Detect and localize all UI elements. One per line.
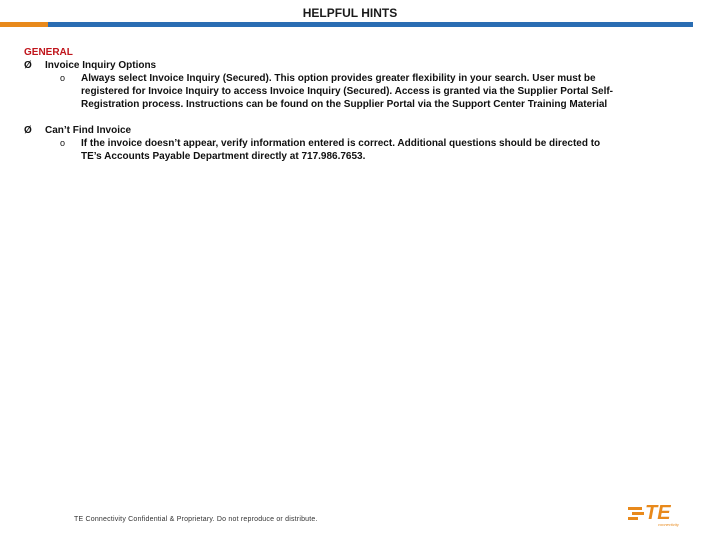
header-accent-bar-orange [0, 22, 48, 27]
te-connectivity-logo [628, 499, 694, 527]
section-heading: GENERAL [24, 47, 73, 58]
circle-bullet-icon: o [60, 73, 66, 83]
sub-bullet-line: Registration process. Instructions can be found on the Supplier Portal via the Support Center Training Material [81, 99, 608, 110]
sub-bullet-invoice-inquiry [24, 72, 674, 111]
sub-bullet-line: registered for Invoice Inquiry to access Invoice Inquiry (Secured). Access is granted via the Supplier Portal Self- [81, 86, 614, 97]
bullet-cant-find-invoice [24, 124, 674, 137]
sub-bullet-line: If the invoice doesn’t appear, verify information entered is correct. Additional questions should be directed to [81, 138, 601, 149]
sub-bullet-cant-find-invoice [24, 137, 674, 163]
arrow-bullet-icon: Ø [24, 60, 32, 71]
footer-confidential-text: TE Connectivity Confidential & Proprietary. Do not reproduce or distribute. [74, 516, 318, 523]
sub-bullet-line: TE’s Accounts Payable Department directly at 717.986.7653. [81, 151, 366, 162]
header-accent-bar-blue [48, 22, 693, 27]
hints-content [24, 46, 674, 163]
circle-bullet-icon: o [60, 138, 66, 148]
sub-bullet-line: Always select Invoice Inquiry (Secured). This option provides greater flexibility in your search. User must be [81, 73, 596, 84]
logo-wordmark: TE [645, 502, 671, 524]
arrow-bullet-icon: Ø [24, 125, 32, 136]
page-title: HELPFUL HINTS [302, 6, 398, 20]
bullet-label: Can’t Find Invoice [45, 125, 132, 136]
logo-tagline: connectivity [658, 522, 679, 527]
bullet-invoice-inquiry-options [24, 59, 674, 72]
bullet-label: Invoice Inquiry Options [45, 60, 157, 71]
